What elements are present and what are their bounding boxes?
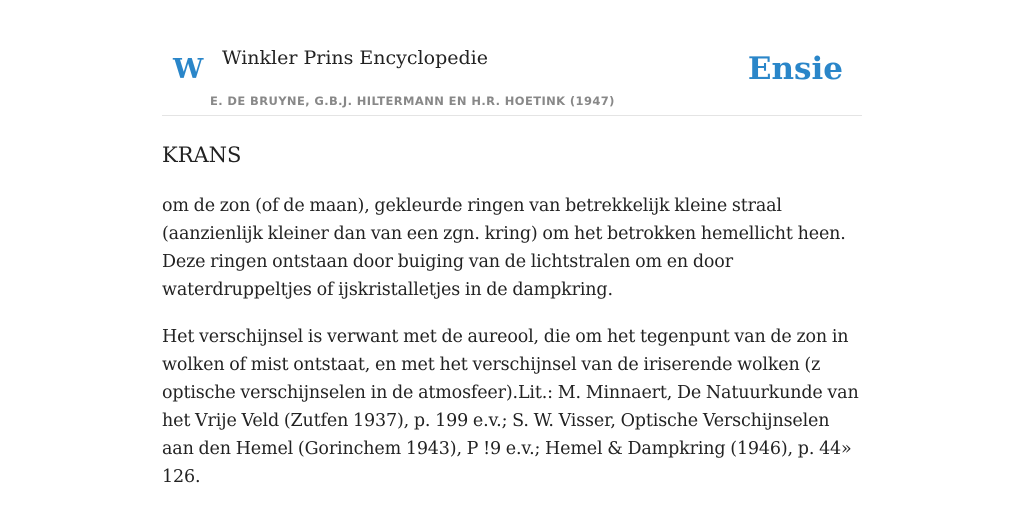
encyclopedia-header — [162, 0, 862, 116]
winkler-prins-logo[interactable]: W — [173, 54, 204, 85]
article-paragraph: om de zon (of de maan), gekleurde ringen van betrekkelijk kleine straal (aanzienlijk kleiner dan van een zgn. kring) om het betrokken hemellicht heen. Deze ringen ontstaan door buiging van de lichtstralen om en door waterdruppeltjes of ijskristalletjes in de dampkring. — [162, 196, 846, 300]
ensie-brand-logo[interactable]: Ensie — [747, 51, 843, 87]
authors-line: E. DE BRUYNE, G.B.J. HILTERMANN EN H.R. HOETINK (1947) — [210, 94, 615, 108]
site-title[interactable]: Winkler Prins Encyclopedie — [222, 47, 488, 69]
article-headword: KRANS — [162, 143, 242, 167]
article-body — [162, 192, 862, 510]
article-paragraph: Het verschijnsel is verwant met de aureool, die om het tegenpunt van de zon in wolken of mist ontstaat, en met het verschijnsel van de iriserende wolken (z optische verschijnselen in de atmosfeer).Lit.: M. Minnaert, De Natuurkunde van het Vrije Veld (Zutfen 1937), p. 199 e.v.; S. W. Visser, Optische Verschijnselen aan den Hemel (Gorinchem 1943), P !9 e.v.; Hemel & Dampkring (1946), p. 44» 126. — [162, 327, 859, 487]
article-card — [162, 0, 862, 512]
